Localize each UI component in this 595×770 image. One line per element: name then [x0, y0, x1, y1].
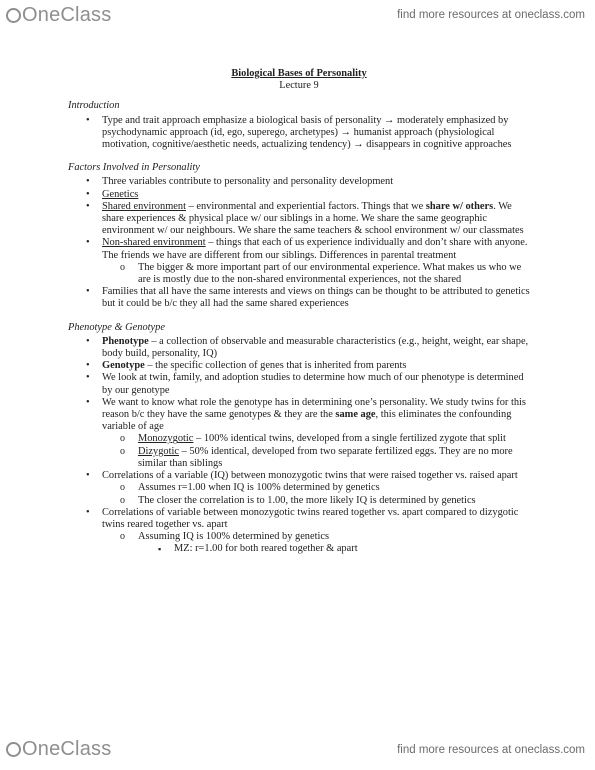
list-item: • Correlations of variable between monozygotic twins reared together vs. apart compared to dizygotic twins reared together vs. apart	[68, 507, 530, 531]
list-item	[68, 189, 530, 201]
sub-sub-list-item: ▪ MZ: r=1.00 for both reared together & apart	[68, 543, 530, 555]
term-genotype: Genotype	[102, 360, 145, 372]
introduction-list	[68, 115, 530, 152]
footer-bar	[0, 738, 595, 770]
list-item: • Three variables contribute to personality and personality development	[68, 176, 530, 188]
sub-list-item: o The closer the correlation is to 1.00, the more likely IQ is determined by genetics	[68, 495, 530, 507]
document-body	[68, 68, 530, 556]
term-shared-environment: Shared environment	[102, 200, 186, 212]
section-heading-introduction: Introduction	[68, 100, 120, 112]
document-title: Biological Bases of Personality	[231, 68, 367, 79]
sub-list-item: o Dizygotic – 50% identical, developed from two separate fertilized eggs. They are no more similar than siblings	[68, 446, 530, 470]
section-heading-phenotype-genotype: Phenotype & Genotype	[68, 321, 165, 333]
sub-list-item: o Assuming IQ is 100% determined by genetics	[68, 531, 530, 543]
list-item: • Genotype – the specific collection of genes that is inherited from parents	[68, 360, 530, 372]
logo-ring-icon	[6, 742, 21, 757]
factors-list	[68, 176, 530, 310]
list-item: • Families that all have the same interests and views on things can be thought to be attributed to genetics but it could be b/c they all had the same shared experiences	[68, 286, 530, 310]
oneclass-logo[interactable]	[6, 4, 111, 27]
sub-list-item: o The bigger & more important part of our environmental experience. What makes us who we are is mostly due to the non-shared environmental experiences, not the shared	[68, 262, 530, 286]
list-item: • Shared environment – environmental and experiential factors. Things that we share w/ others. We share experiences & physical place w/ our siblings in a home. We share the same geographic environment w/ our neighbours. We share the same teachers & school environment w/ our classmates	[68, 201, 530, 238]
logo-text: OneClass	[22, 4, 112, 26]
list-item: • Type and trait approach emphasize a biological basis of personality → moderately emphasized by psychodynamic approach (id, ego, superego, archetypes) → humanist approach (physiological motivation, cognitive/aesthetic needs, actualizing tendency) → disappears in cognitive approaches	[68, 115, 530, 152]
list-item: • Non-shared environment – things that each of us experience individually and don’t share with anyone. The friends we have are different from our siblings. Differences in parental treatment	[68, 237, 530, 261]
header-bar	[0, 0, 595, 32]
find-resources-link[interactable]: find more resources at oneclass.com	[397, 9, 585, 21]
logo-text: OneClass	[22, 738, 112, 760]
list-item: • We want to know what role the genotype has in determining one’s personality. We study twins for this reason b/c they have the same genotypes & they are the same age, this eliminates the confounding variable of age	[68, 397, 530, 434]
section-heading-factors: Factors Involved in Personality	[68, 162, 200, 174]
term-dizygotic: Dizygotic	[138, 445, 179, 457]
oneclass-logo-footer[interactable]	[6, 738, 111, 761]
sub-list-item: o Assumes r=1.00 when IQ is 100% determined by genetics	[68, 482, 530, 494]
term-monozygotic: Monozygotic	[138, 433, 194, 445]
sub-list-item: o Monozygotic – 100% identical twins, developed from a single fertilized zygote that split	[68, 433, 530, 445]
term-phenotype: Phenotype	[102, 335, 149, 347]
logo-ring-icon	[6, 8, 21, 23]
list-item: • Phenotype – a collection of observable and measurable characteristics (e.g., height, weight, ear shape, body build, personality, IQ)	[68, 336, 530, 360]
phenotype-list	[68, 336, 530, 556]
list-item: • Correlations of a variable (IQ) between monozygotic twins that were raised together vs. raised apart	[68, 470, 530, 482]
list-item: • We look at twin, family, and adoption studies to determine how much of our phenotype is determined by our genotype	[68, 372, 530, 396]
document-subtitle: Lecture 9	[279, 80, 319, 92]
term-non-shared-environment: Non-shared environment	[102, 237, 206, 249]
find-resources-link-footer[interactable]: find more resources at oneclass.com	[397, 744, 585, 756]
term-genetics: Genetics	[102, 188, 139, 200]
